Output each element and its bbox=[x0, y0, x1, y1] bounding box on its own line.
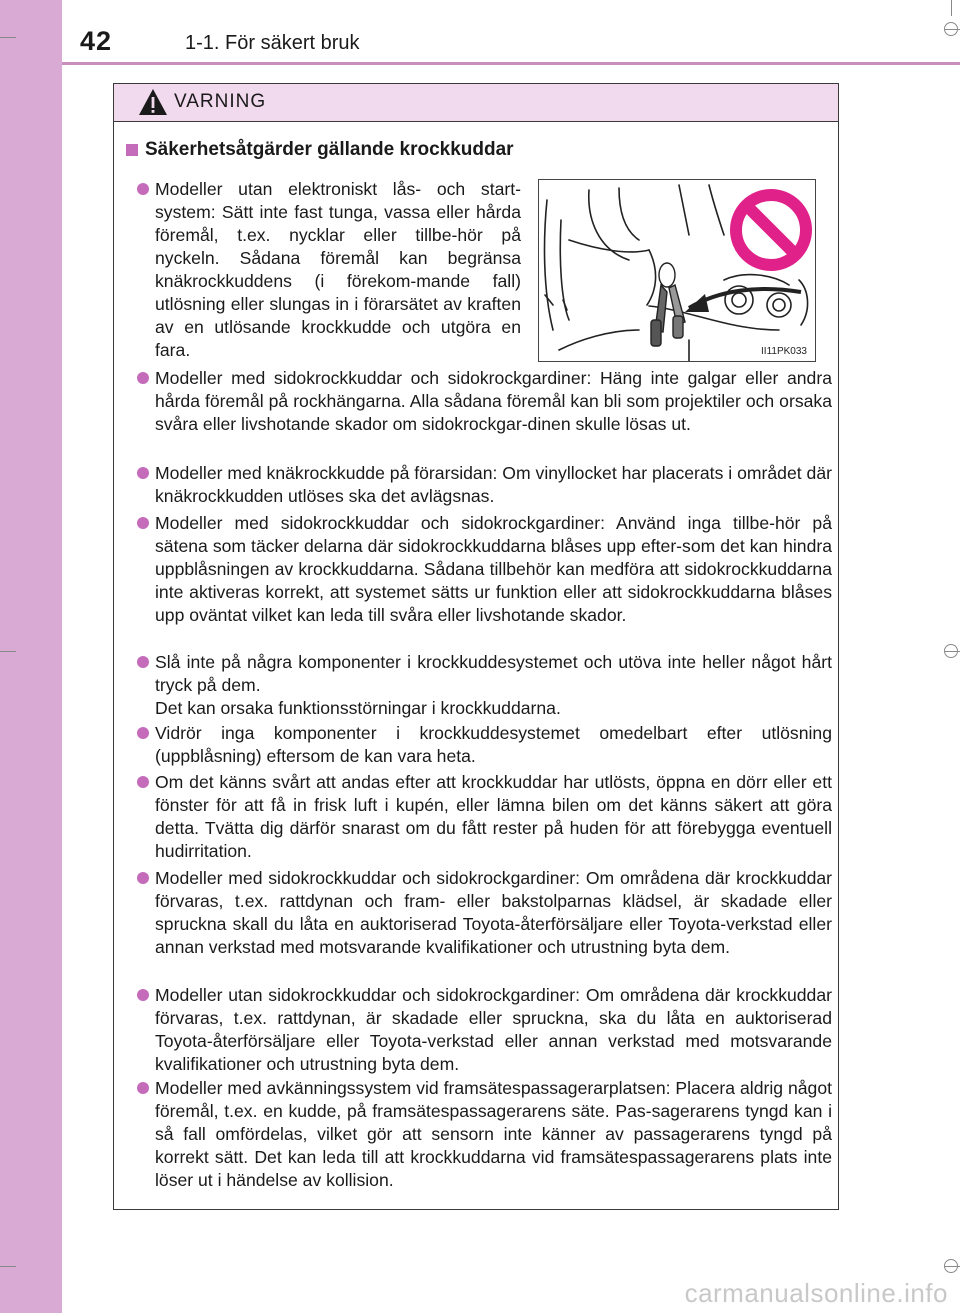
registration-mark-icon bbox=[944, 22, 958, 36]
crop-mark bbox=[0, 37, 16, 38]
warning-box bbox=[113, 83, 839, 1210]
bullet-icon bbox=[137, 872, 149, 884]
warning-label: VARNING bbox=[174, 91, 267, 112]
list-item: Slå inte på några komponenter i krockkuddesystemet och utöva inte heller något hårt tryck på dem. Det kan orsaka funktionsstörningar i krockkuddarna. bbox=[131, 651, 832, 720]
list-item: Modeller med sidokrockkuddar och sidokrockgardiner: Om områdena där krockkuddar förvaras, t.ex. rattdynan och fram- eller bakstolparnas klädsel, är skadade eller spruckna skall du låta en auktoriserad Toyota-återförsäljare eller Toyota-verkstad eller annan verkstad med motsvarande kvalifikationer och utrustning byta dem. bbox=[131, 867, 832, 959]
registration-mark-icon bbox=[944, 644, 958, 658]
list-item: Om det känns svårt att andas efter att krockkuddar har utlösts, öppna en dörr eller ett fönster för att få in frisk luft i kupén, eller lämna bilen om det känns säkert att göra detta. Tvätta dig därför snarast om du fått rester på huden för att förebygga eventuell hudirritation. bbox=[131, 771, 832, 863]
crop-mark bbox=[0, 1266, 16, 1267]
header-rule bbox=[62, 62, 960, 65]
list-item: Modeller utan elektroniskt lås- och start-system: Sätt inte fast tunga, vassa eller hårda föremål, t.ex. nycklar eller tillbe-hör på nyckeln. Sådana föremål kan begränsa knäkrockkuddens (i förekom-mande fall) utlösning eller slungas in i förarsätet av kraften av en utlösande krockkudde och utgöra en fara. bbox=[131, 178, 521, 362]
figure-code: II11PK033 bbox=[761, 346, 807, 357]
bullet-icon bbox=[137, 467, 149, 479]
list-item: Modeller utan sidokrockkuddar och sidokrockgardiner: Om områdena där krockkuddar förvaras, t.ex. rattdynan, är skadade eller spruckna, ska du låta en auktoriserad Toyota-återförsäljare eller Toyota-verkstad eller annan verkstad med motsvarande kvalifikationer och utrustning byta dem. bbox=[131, 984, 832, 1076]
prohibition-illustration bbox=[538, 179, 816, 362]
list-item: Modeller med sidokrockkuddar och sidokrockgardiner: Häng inte galgar eller andra hårda föremål på rockhängarna. Alla sådana föremål kan bli som projektiler och orsaka svåra eller livshotande skador om sidokrockgar-dinen skulle lösas ut. bbox=[131, 367, 832, 436]
list-item: Modeller med knäkrockkudde på förarsidan: Om vinyllocket har placerats i området där knäkrockkudden utlöses ska det avlägsnas. bbox=[131, 462, 832, 508]
section-title: 1-1. För säkert bruk bbox=[185, 32, 360, 54]
list-item: Modeller med sidokrockkuddar och sidokrockgardiner: Använd inga tillbe-hör på sätena som täcker delarna där sidokrockkuddarna blåses upp efter-som det kan hindra uppblåsningen av krockkuddarna. Sådana tillbehör kan medföra att sidokrockkuddarna inte aktiveras korrekt, att systemet sätts ur funktion eller att sidokrockkuddarna blåses upp oväntat vilket kan leda till svåra eller livshotande skador. bbox=[131, 512, 832, 627]
warning-topic bbox=[126, 139, 514, 161]
watermark: carmanualsonline.info bbox=[684, 1278, 948, 1308]
crop-mark bbox=[951, 0, 952, 16]
bullet-icon bbox=[137, 776, 149, 788]
bullet-icon bbox=[137, 1082, 149, 1094]
list-item: Vidrör inga komponenter i krockkuddesystemet omedelbart efter utlösning (uppblåsning) eftersom de kan vara heta. bbox=[131, 722, 832, 768]
bullet-icon bbox=[137, 656, 149, 668]
bullet-icon bbox=[137, 727, 149, 739]
list-item: Modeller med avkänningssystem vid framsätespassagerarplatsen: Placera aldrig något föremål, t.ex. en kudde, på framsätespassagerarens säte. Pas-sagerarens tyngd kan i så fall omfördelas, vilket gör att sensorn inte känner av passagerarens tyngd på korrekt sätt. Det kan leda till att krockkuddarna vid framsätespassagerarens plats inte löser ut i händelse av kollision. bbox=[131, 1077, 832, 1192]
crop-mark bbox=[0, 651, 16, 652]
registration-mark-icon bbox=[944, 1259, 958, 1273]
warning-triangle-icon bbox=[138, 88, 168, 116]
warning-topic-text: Säkerhetsåtgärder gällande krockkuddar bbox=[145, 139, 514, 160]
square-bullet-icon bbox=[126, 144, 138, 156]
bullet-icon bbox=[137, 372, 149, 384]
bullet-icon bbox=[137, 989, 149, 1001]
bullet-icon bbox=[137, 183, 149, 195]
key-ring-illustration bbox=[539, 180, 816, 362]
page-number: 42 bbox=[80, 26, 113, 56]
side-color-bar bbox=[0, 0, 62, 1313]
bullet-icon bbox=[137, 517, 149, 529]
warning-header bbox=[114, 84, 838, 122]
prohibition-icon bbox=[736, 195, 806, 265]
